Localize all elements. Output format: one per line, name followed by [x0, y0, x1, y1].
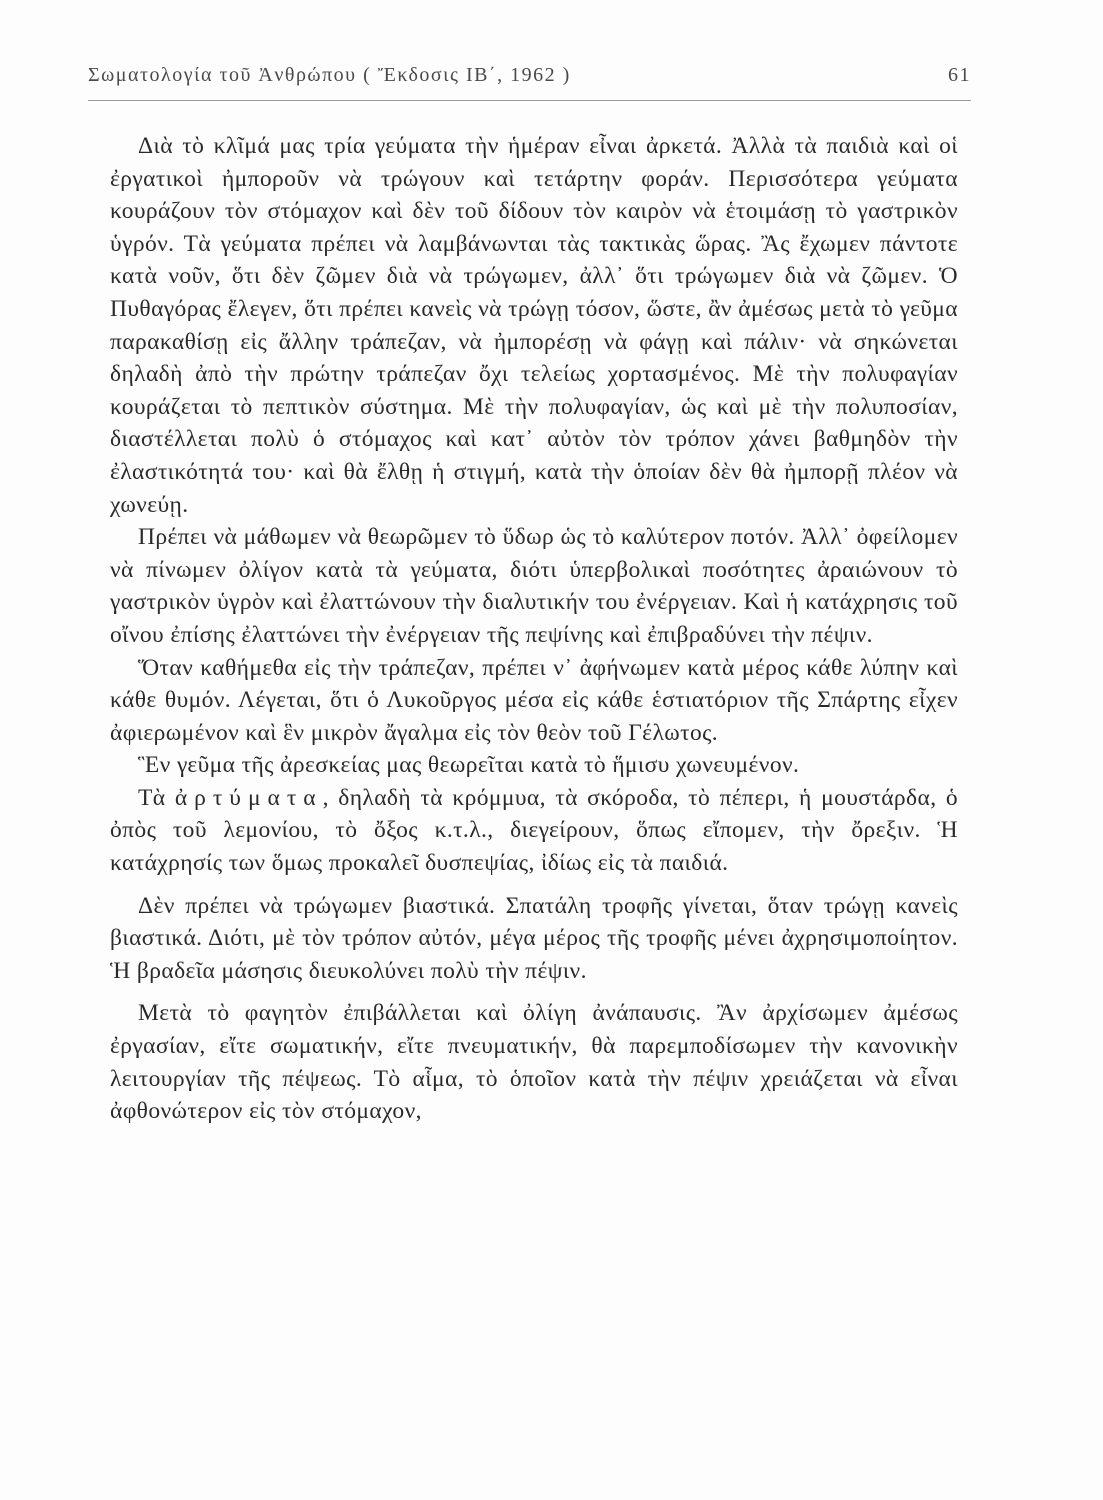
- page-number: 61: [948, 64, 971, 86]
- condiments-suffix: , δηλαδὴ τὰ κρόμμυα, τὰ σκόροδα, τὸ πέπερι, ἡ μουστάρδα, ὁ ὀπὸς τοῦ λεμονίου, τὸ ὄξος κ.τ.λ., διεγείρουν, ὅπως εἴπομεν, τὴν ὄρεξιν. Ἡ κατάχρησίς των ὅμως προκαλεῖ δυσπεψίας, ἰδίως εἰς τὰ παιδιά.: [110, 784, 958, 877]
- paragraph-rest-after-meal: Μετὰ τὸ φαγητὸν ἐπιβάλλεται καὶ ὀλίγη ἀνάπαυσις. Ἂν ἀρχίσωμεν ἀμέσως ἐργασίαν, εἴτε σωματικήν, εἴτε πνευματικήν, θὰ παρεμποδίσωμεν τὴν κανονικὴν λειτουργίαν τῆς πέψεως. Τὸ αἷμα, τὸ ὁποῖον κατὰ τὴν πέψιν χρειάζεται νὰ εἶναι ἀφθονώτερον εἰς τὸν στόμαχον,: [110, 1000, 958, 1125]
- paragraph-meal-count: Διὰ τὸ κλῖμά μας τρία γεύματα τὴν ἡμέραν εἶναι ἀρκετά. Ἀλλὰ τὰ παιδιὰ καὶ οἱ ἐργατικοὶ ἠμποροῦν νὰ τρώγουν καὶ τετάρτην φοράν. Περισσότερα γεύματα κουράζουν τὸν στόμαχον καὶ δὲν τοῦ δίδουν τὸν καιρὸν νὰ ἑτοιμάσῃ τὸ γαστρικὸν ὑγρόν. Τὰ γεύματα πρέπει νὰ λαμβάνωνται τὰς τακτικὰς ὥρας. Ἂς ἔχωμεν πάντοτε κατὰ νοῦν, ὅτι δὲν ζῶμεν διὰ νὰ τρώγωμεν, ἀλλ᾽ ὅτι τρώγωμεν διὰ νὰ ζῶμεν. Ὁ Πυθαγόρας ἔλεγεν, ὅτι πρέπει κανεὶς νὰ τρώγῃ τόσον, ὥστε, ἂν ἀμέσως μετὰ τὸ γεῦμα παρακαθίσῃ εἰς ἄλλην τράπεζαν, νὰ ἠμπορέσῃ νὰ φάγῃ καὶ πάλιν· νὰ σηκώνεται δηλαδὴ ἀπὸ τὴν πρώτην τράπεζαν ὄχι τελείως χορτασμένος. Μὲ τὴν πολυφαγίαν κουράζεται τὸ πεπτικὸν σύστημα. Μὲ τὴν πολυφαγίαν, ὡς καὶ μὲ τὴν πολυποσίαν, διαστέλλεται πολὺ ὁ στόμαχος καὶ κατ᾽ αὐτὸν τὸν τρόπον χάνει βαθμηδὸν τὴν ἐλαστικότητά του· καὶ θὰ ἔλθῃ ἡ στιγμή, κατὰ τὴν ὁποίαν δὲν θὰ ἠμπορῇ πλέον νὰ χωνεύῃ.: [110, 133, 958, 518]
- paragraph-condiments: [110, 782, 958, 880]
- running-header: [88, 64, 971, 104]
- body-text: [110, 130, 958, 1128]
- condiments-spaced-term: ἀρτύματα: [174, 784, 323, 811]
- running-title: Σωματολογία τοῦ Ἀνθρώπου ( Ἔκδοσις ΙΒ΄, 1962 ): [88, 64, 571, 86]
- paragraph-pleasant-meal: Ἓν γεῦμα τῆς ἀρεσκείας μας θεωρεῖται κατὰ τὸ ἥμισυ χωνευμένον.: [138, 752, 800, 779]
- header-rule: [88, 100, 971, 101]
- paragraph-water: Πρέπει νὰ μάθωμεν νὰ θεωρῶμεν τὸ ὕδωρ ὡς τὸ καλύτερον ποτόν. Ἀλλ᾽ ὀφείλομεν νὰ πίνωμεν ὀλίγον κατὰ τὰ γεύματα, διότι ὑπερβολικαὶ ποσότητες ἀραιώνουν τὸ γαστρικὸν ὑγρὸν καὶ ἐλαττώνουν τὴν διαλυτικήν του ἐνέργειαν. Καὶ ἡ κατάχρησις τοῦ οἴνου ἐπίσης ἐλαττώνει τὴν ἐνέργειαν τῆς πεψίνης καὶ ἐπιβραδύνει τὴν πέψιν.: [110, 524, 958, 648]
- paragraph-eating-slowly: Δὲν πρέπει νὰ τρώγωμεν βιαστικά. Σπατάλη τροφῆς γίνεται, ὅταν τρώγῃ κανεὶς βιαστικά. Διότι, μὲ τὸν τρόπον αὐτόν, μέγα μέρος τῆς τροφῆς μένει ἀχρησιμοποίητον. Ἡ βραδεῖα μάσησις διευκολύνει πολὺ τὴν πέψιν.: [110, 892, 958, 984]
- condiments-prefix: Τὰ: [138, 784, 175, 811]
- paragraph-table-mood: Ὅταν καθήμεθα εἰς τὴν τράπεζαν, πρέπει ν᾽ ἀφήνωμεν κατὰ μέρος κάθε λύπην καὶ κάθε θυμόν. Λέγεται, ὅτι ὁ Λυκοῦργος μέσα εἰς κάθε ἑστιατόριον τῆς Σπάρτης εἶχεν ἀφιερωμένον καὶ ἓν μικρὸν ἄγαλμα εἰς τὸν θεὸν τοῦ Γέλωτος.: [110, 654, 958, 746]
